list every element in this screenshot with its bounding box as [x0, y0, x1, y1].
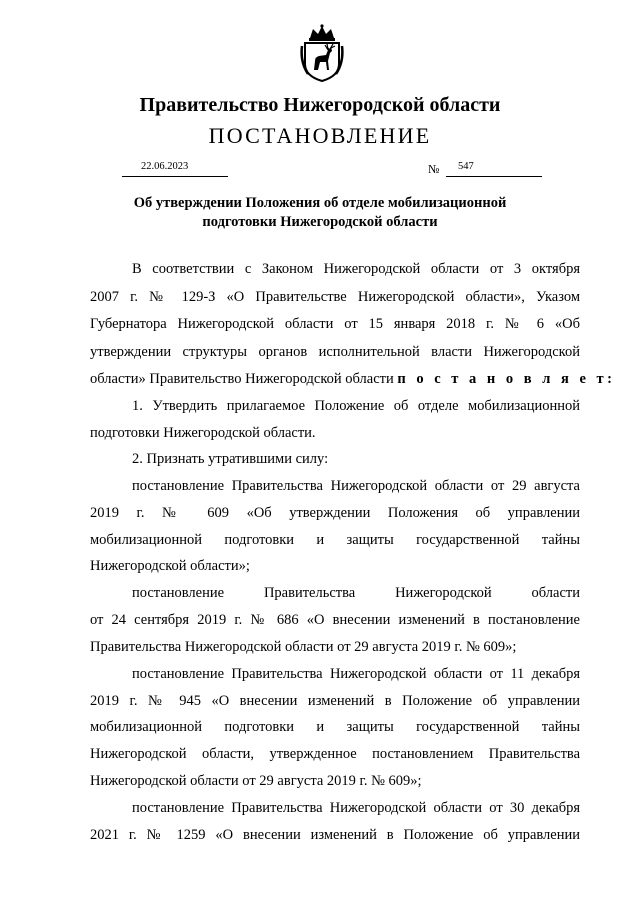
- subject-line: Об утверждении Положения об отделе мобилизационной: [133, 195, 507, 211]
- number-sign: №: [428, 162, 440, 176]
- repealed-act-line: Нижегородской области, утвержденное постановлением Правительства: [90, 746, 580, 762]
- number-field: [446, 160, 542, 177]
- preamble-line: утверждении структуры органов исполнительной власти Нижегородской: [90, 344, 580, 360]
- repealed-act-line: постановление Правительства Нижегородской области от 11 декабря: [132, 666, 580, 682]
- repealed-act-line: Нижегородской области от 29 августа 2019 г. № 609»;: [90, 773, 422, 789]
- repealed-act-line: от 24 сентября 2019 г. № 686 «О внесении изменений в постановление: [90, 612, 580, 628]
- repealed-act-line: постановление Правительства Нижегородской области от 29 августа: [132, 478, 580, 494]
- government-title: Правительство Нижегородской области: [139, 94, 501, 116]
- decree-word: п о с т а н о в л я е т:: [397, 371, 616, 387]
- repealed-act-line: 2019 г. № 609 «Об утверждении Положения об управлении: [90, 505, 580, 521]
- repealed-act-line: мобилизационной подготовки и защиты государственной тайны: [90, 719, 580, 735]
- coat-of-arms-icon: [300, 24, 344, 82]
- repealed-act-line: постановление Правительства Нижегородской области: [132, 585, 580, 601]
- preamble-line: [90, 369, 616, 389]
- document-date: 22.06.2023: [141, 161, 189, 172]
- repealed-act-line: Нижегородской области»;: [90, 558, 250, 574]
- repealed-act-line: постановление Правительства Нижегородской области от 30 декабря: [132, 800, 580, 816]
- date-field: [122, 160, 228, 177]
- item-line: подготовки Нижегородской области.: [90, 425, 316, 441]
- item-line: 1. Утвердить прилагаемое Положение об отделе мобилизационной: [132, 398, 580, 414]
- preamble-line: Губернатора Нижегородской области от 15 января 2018 г. № 6 «Об: [90, 316, 580, 332]
- repealed-act-line: 2021 г. № 1259 «О внесении изменений в Положение об управлении: [90, 827, 580, 843]
- document-number: 547: [458, 161, 474, 172]
- repealed-act-line: Правительства Нижегородской области от 29 августа 2019 г. № 609»;: [90, 639, 517, 655]
- preamble-line: В соответствии с Законом Нижегородской области от 3 октября: [132, 261, 580, 277]
- item-line: 2. Признать утратившими силу:: [132, 451, 329, 467]
- subject-line: подготовки Нижегородской области: [202, 214, 438, 230]
- preamble-line: 2007 г. № 129-З «О Правительстве Нижегородской области», Указом: [90, 289, 580, 305]
- document-subject: [0, 194, 640, 232]
- preamble-last-text: области» Правительство Нижегородской области: [90, 371, 394, 387]
- repealed-act-line: 2019 г. № 945 «О внесении изменений в Положение об управлении: [90, 693, 580, 709]
- document-type: ПОСТАНОВЛЕНИЕ: [208, 123, 432, 148]
- repealed-act-line: мобилизационной подготовки и защиты государственной тайны: [90, 532, 580, 548]
